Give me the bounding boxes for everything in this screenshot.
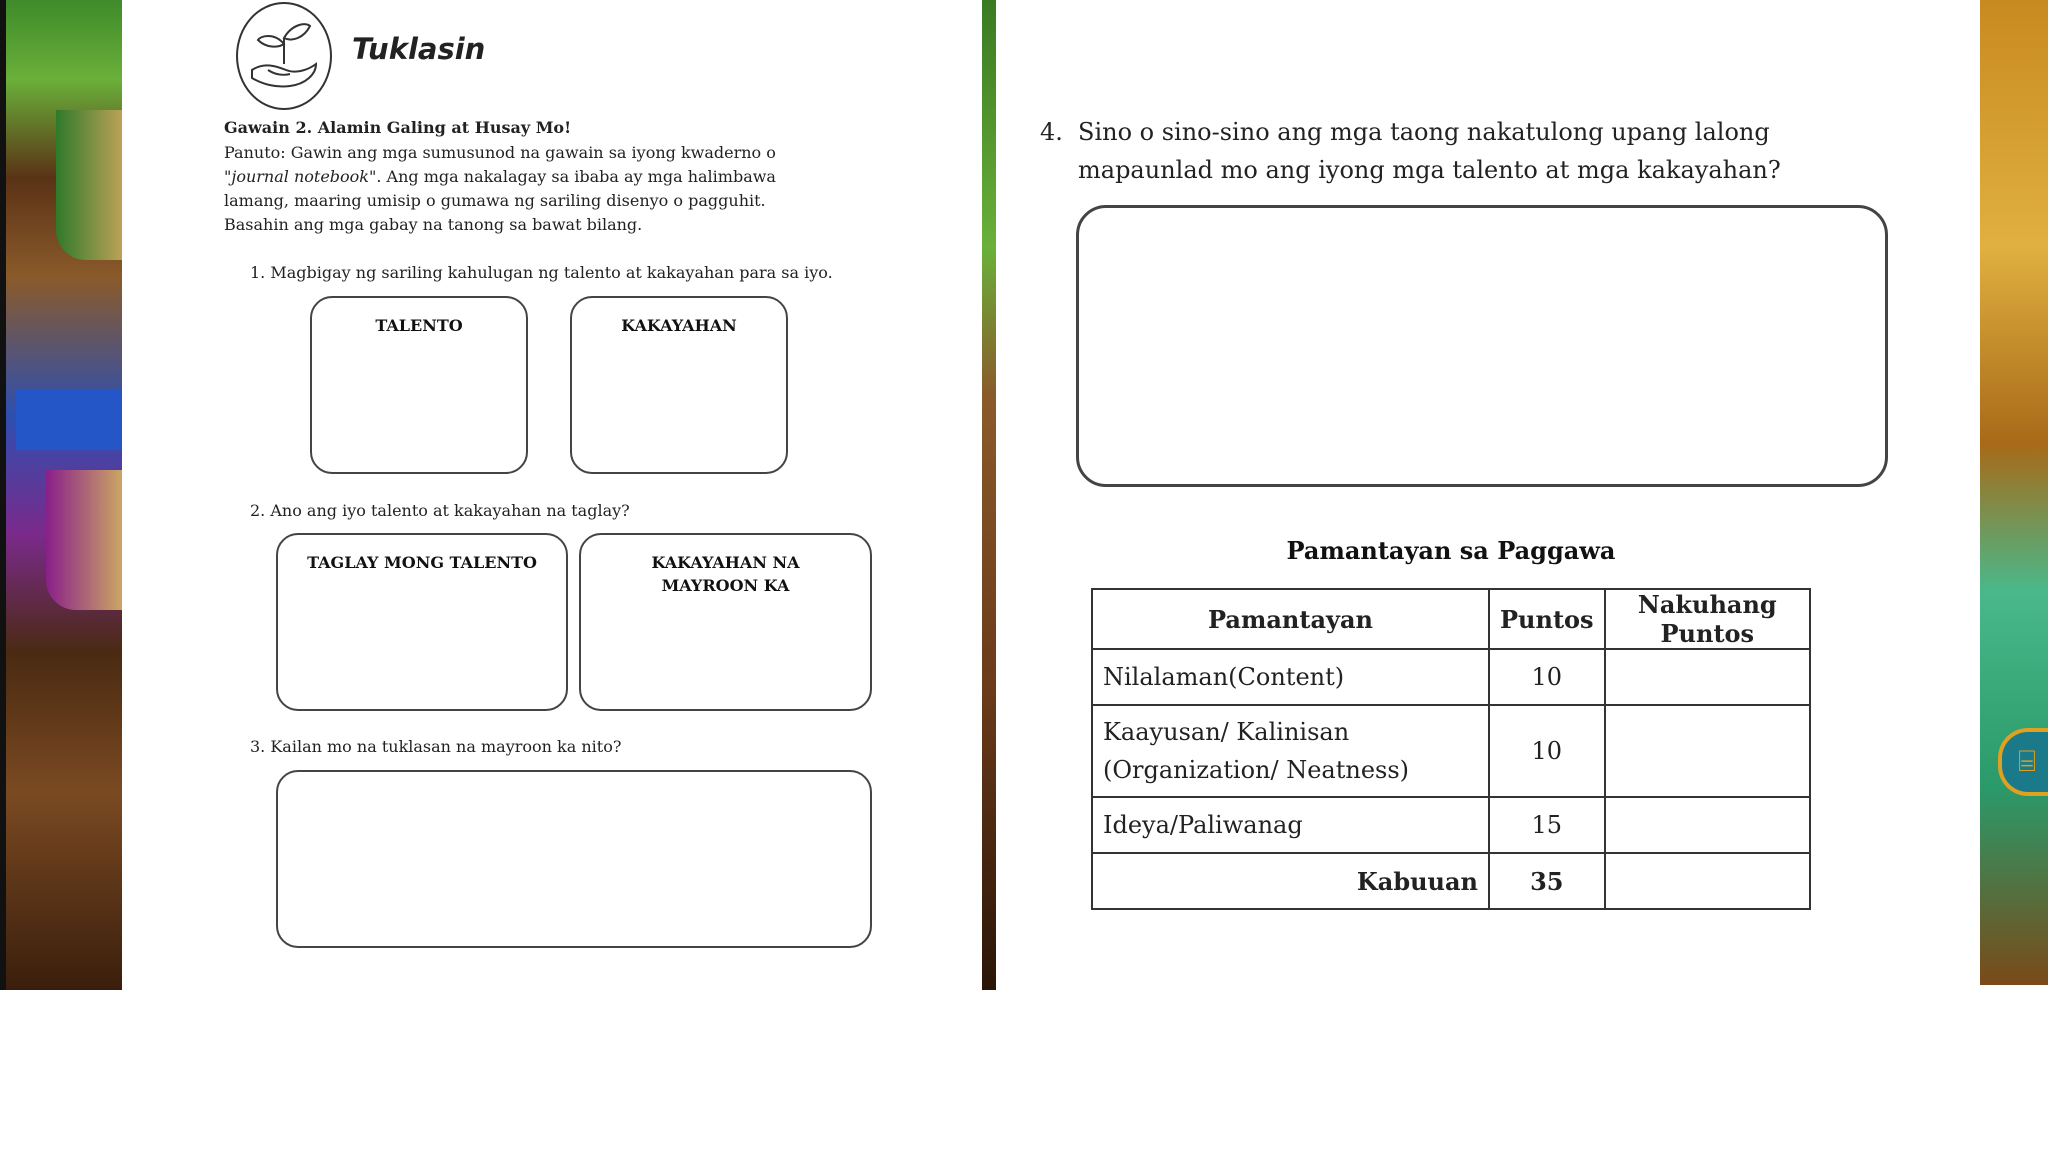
total-score-cell[interactable] (1605, 853, 1810, 909)
column-header: Pamantayan (1092, 589, 1489, 649)
answer-box-q3[interactable] (276, 770, 872, 948)
table-header-row (1092, 589, 1810, 649)
question-2: 2. Ano ang iyo talento at kakayahan na taglay? (250, 501, 630, 520)
table-total-row (1092, 853, 1810, 909)
total-points: 35 (1489, 853, 1605, 909)
points-cell: 10 (1489, 649, 1605, 705)
question-1: 1. Magbigay ng sariling kahulugan ng talento at kakayahan para sa iyo. (250, 263, 833, 282)
total-label: Kabuuan (1092, 853, 1489, 909)
box-label: KAKAYAHAN (621, 316, 737, 335)
rubric-table (1091, 588, 1811, 910)
score-cell[interactable] (1605, 705, 1810, 797)
answer-box-kakayahan[interactable] (570, 296, 788, 474)
emblem-icon: ⌸ (1998, 728, 2048, 796)
table-row (1092, 705, 1810, 797)
points-cell: 15 (1489, 797, 1605, 853)
rubric-title: Pamantayan sa Paggawa (1286, 536, 1616, 565)
background-books-left (0, 0, 128, 990)
book-decoration (56, 110, 128, 260)
points-cell: 10 (1489, 705, 1605, 797)
box-label: TAGLAY MONG TALENTO (307, 553, 537, 572)
score-cell[interactable] (1605, 797, 1810, 853)
score-cell[interactable] (1605, 649, 1810, 705)
book-decoration (46, 470, 128, 610)
box-label: KAKAYAHAN NA MAYROON KA (651, 553, 800, 595)
question-4 (1040, 113, 1900, 189)
answer-box-kakayahan-mayroon[interactable] (579, 533, 872, 711)
worksheet-page-left (122, 0, 982, 990)
answer-box-talento[interactable] (310, 296, 528, 474)
question-3: 3. Kailan mo na tuklasan na mayroon ka nito? (250, 737, 622, 756)
box-label: TALENTO (375, 316, 463, 335)
table-row (1092, 797, 1810, 853)
column-header: Nakuhang Puntos (1605, 589, 1810, 649)
column-header: Puntos (1489, 589, 1605, 649)
hand-plant-icon (236, 2, 332, 110)
answer-box-q4[interactable] (1076, 205, 1888, 487)
worksheet-page-right (996, 0, 1980, 990)
section-title: Tuklasin (352, 32, 486, 66)
instructions: Panuto: Gawin ang mga sumusunod na gawain sa iyong kwaderno o "journal notebook". Ang mga nakalagay sa ibaba ay mga halimbawa lamang, maaring umisip o gumawa ng sariling disenyo o pagguhit. Basahin ang mga gabay na tanong sa bawat bilang. (224, 143, 776, 234)
criterion-cell: Ideya/Paliwanag (1092, 797, 1489, 853)
criterion-cell: Nilalaman(Content) (1092, 649, 1489, 705)
activity-title: Gawain 2. Alamin Galing at Husay Mo! (224, 118, 572, 137)
criterion-cell: Kaayusan/ Kalinisan (Organization/ Neatness) (1092, 705, 1489, 797)
answer-box-taglay-talento[interactable] (276, 533, 568, 711)
question-text: Sino o sino-sino ang mga taong nakatulong upang lalong mapaunlad mo ang iyong mga talento at mga kakayahan? (1078, 118, 1781, 184)
question-number: 4. (1040, 118, 1063, 146)
book-decoration (16, 390, 128, 450)
table-row (1092, 649, 1810, 705)
background-books-right (1980, 0, 2048, 985)
background-divider (982, 0, 996, 990)
